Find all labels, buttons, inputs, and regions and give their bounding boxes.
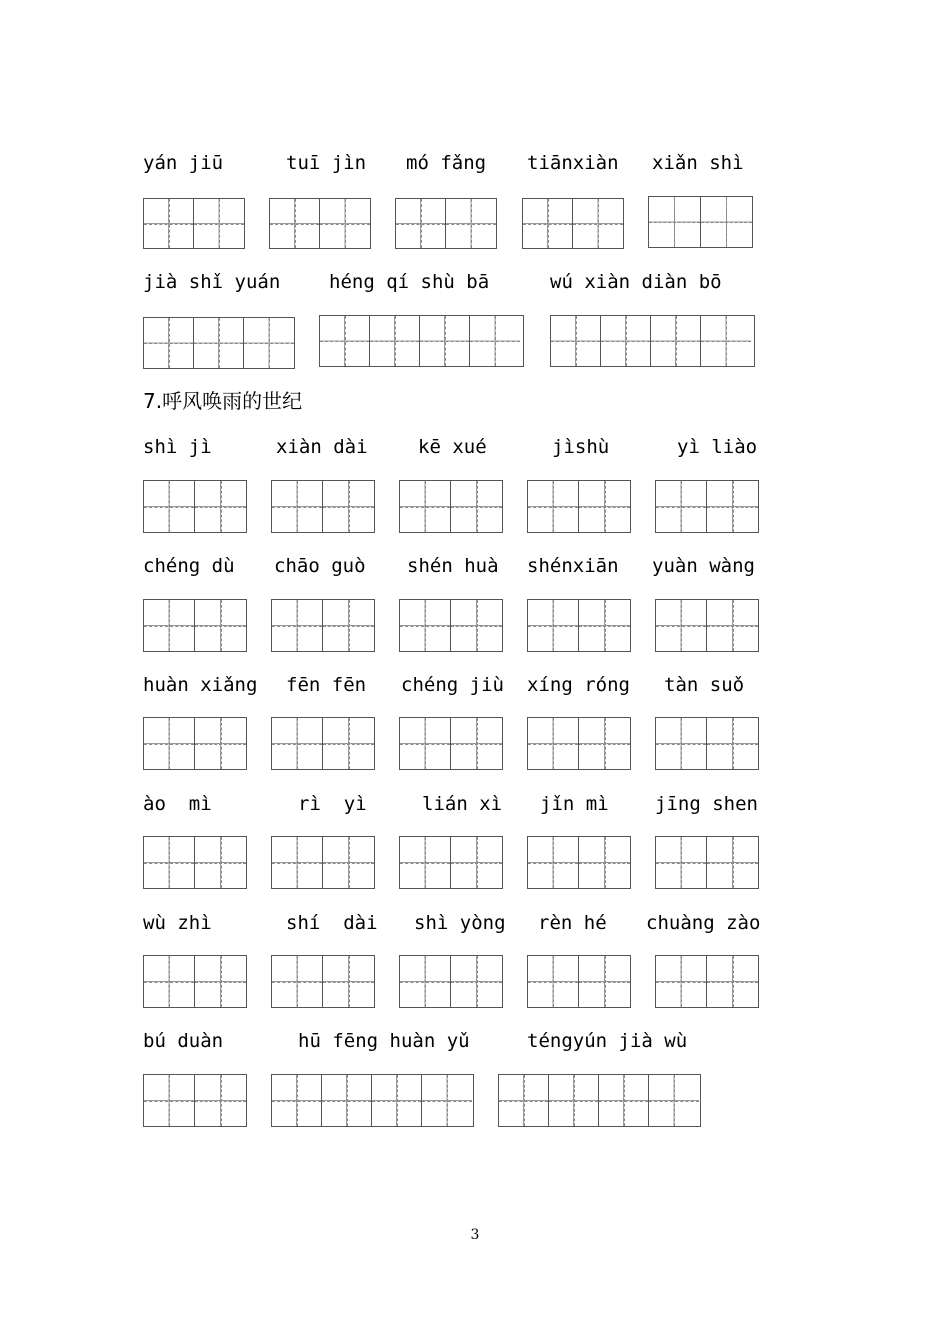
pinyin-label: xiǎn shì [652, 152, 744, 174]
writing-grid[interactable] [648, 196, 753, 248]
writing-grid[interactable] [655, 836, 759, 889]
pinyin-label: wú xiàn diàn bō [550, 271, 722, 293]
pinyin-label: jīng shen [655, 793, 758, 815]
writing-cell[interactable] [323, 481, 374, 532]
writing-cell[interactable] [579, 956, 630, 1007]
writing-grid[interactable] [319, 315, 524, 367]
writing-cell[interactable] [144, 1075, 195, 1126]
writing-cell[interactable] [195, 1075, 246, 1126]
writing-grid[interactable] [655, 955, 759, 1008]
writing-grid[interactable] [655, 717, 759, 770]
pinyin-label: chuàng zào [646, 912, 761, 934]
writing-cell[interactable] [707, 718, 758, 769]
writing-cell[interactable] [272, 837, 323, 888]
pinyin-label: rèn hé [538, 912, 607, 934]
writing-grid[interactable] [399, 836, 503, 889]
writing-cell[interactable] [656, 956, 707, 1007]
writing-cell[interactable] [144, 600, 195, 651]
writing-grid[interactable] [143, 717, 247, 770]
writing-cell[interactable] [579, 481, 630, 532]
writing-cell[interactable] [579, 718, 630, 769]
writing-grid[interactable] [143, 599, 247, 652]
writing-cell[interactable] [470, 316, 520, 366]
pinyin-label: jià shǐ yuán [143, 271, 281, 293]
writing-cell[interactable] [323, 837, 374, 888]
writing-cell[interactable] [195, 600, 246, 651]
pinyin-label: huàn xiǎng [143, 674, 258, 696]
pinyin-label: lián xì [422, 793, 503, 815]
writing-grid[interactable] [269, 198, 371, 249]
writing-grid[interactable] [527, 717, 631, 770]
pinyin-label: ào mì [143, 793, 212, 815]
writing-cell[interactable] [422, 1075, 472, 1126]
pinyin-label: bú duàn [143, 1030, 224, 1052]
writing-grid[interactable] [271, 1074, 474, 1127]
writing-grid[interactable] [143, 955, 247, 1008]
writing-cell[interactable] [144, 318, 194, 368]
pinyin-label: xiàn dài [276, 436, 368, 458]
writing-cell[interactable] [144, 481, 195, 532]
writing-cell[interactable] [272, 956, 323, 1007]
writing-cell[interactable] [195, 718, 246, 769]
writing-cell[interactable] [396, 199, 446, 248]
writing-cell[interactable] [270, 199, 320, 248]
pinyin-label: shí dài [286, 912, 378, 934]
writing-cell[interactable] [244, 318, 294, 368]
writing-cell[interactable] [523, 199, 573, 248]
writing-cell[interactable] [579, 837, 630, 888]
writing-cell[interactable] [323, 956, 374, 1007]
pinyin-label: chāo guò [274, 555, 366, 577]
writing-cell[interactable] [144, 956, 195, 1007]
writing-cell[interactable] [651, 316, 701, 366]
writing-grid[interactable] [655, 599, 759, 652]
pinyin-label: mó fǎng [406, 152, 487, 174]
pinyin-label: rì yì [298, 793, 367, 815]
writing-cell[interactable] [649, 197, 701, 247]
writing-cell[interactable] [446, 199, 496, 248]
writing-cell[interactable] [451, 718, 502, 769]
pinyin-label: chéng dù [143, 555, 235, 577]
writing-cell[interactable] [451, 481, 502, 532]
writing-cell[interactable] [144, 199, 194, 248]
pinyin-label: hū fēng huàn yǔ [298, 1030, 470, 1052]
pinyin-label: chéng jiù [401, 674, 504, 696]
writing-grid[interactable] [271, 955, 375, 1008]
writing-cell[interactable] [701, 316, 751, 366]
writing-cell[interactable] [707, 837, 758, 888]
writing-cell[interactable] [707, 956, 758, 1007]
pinyin-label: yì liào [677, 436, 758, 458]
writing-cell[interactable] [528, 718, 579, 769]
writing-cell[interactable] [499, 1075, 549, 1126]
writing-grid[interactable] [143, 317, 295, 369]
writing-grid[interactable] [271, 599, 375, 652]
pinyin-label: shén huà [407, 555, 499, 577]
writing-cell[interactable] [528, 600, 579, 651]
pinyin-label: shénxiān [527, 555, 619, 577]
writing-cell[interactable] [323, 600, 374, 651]
pinyin-label: fēn fēn [286, 674, 367, 696]
pinyin-label: héng qí shù bā [329, 271, 490, 293]
writing-grid[interactable] [498, 1074, 701, 1127]
writing-cell[interactable] [451, 837, 502, 888]
writing-grid[interactable] [143, 198, 245, 249]
pinyin-label: tiānxiàn [527, 152, 619, 174]
page-number: 3 [470, 1227, 480, 1243]
writing-cell[interactable] [144, 718, 195, 769]
writing-grid[interactable] [527, 836, 631, 889]
pinyin-label: yuàn wàng [652, 555, 755, 577]
writing-grid[interactable] [550, 315, 755, 367]
writing-cell[interactable] [320, 316, 370, 366]
pinyin-label: jǐn mì [540, 793, 609, 815]
writing-cell[interactable] [144, 837, 195, 888]
writing-grid[interactable] [527, 955, 631, 1008]
writing-cell[interactable] [528, 956, 579, 1007]
writing-cell[interactable] [194, 199, 244, 248]
writing-cell[interactable] [272, 1075, 322, 1126]
pinyin-label: kē xué [418, 436, 487, 458]
lesson-title: 7.呼风唤雨的世纪 [143, 389, 303, 413]
writing-cell[interactable] [528, 837, 579, 888]
writing-grid[interactable] [143, 836, 247, 889]
writing-grid[interactable] [395, 198, 497, 249]
writing-cell[interactable] [272, 600, 323, 651]
writing-grid[interactable] [143, 480, 247, 533]
pinyin-label: téngyún jià wù [527, 1030, 688, 1052]
writing-cell[interactable] [195, 956, 246, 1007]
pinyin-label: shì yòng [414, 912, 506, 934]
pinyin-label: tàn suǒ [664, 674, 745, 696]
writing-grid[interactable] [399, 717, 503, 770]
writing-cell[interactable] [451, 600, 502, 651]
writing-cell[interactable] [400, 837, 451, 888]
writing-cell[interactable] [420, 316, 470, 366]
pinyin-label: xíng róng [527, 674, 630, 696]
writing-cell[interactable] [656, 837, 707, 888]
writing-cell[interactable] [601, 316, 651, 366]
writing-cell[interactable] [701, 197, 753, 247]
writing-cell[interactable] [323, 718, 374, 769]
writing-cell[interactable] [372, 1075, 422, 1126]
writing-grid[interactable] [522, 198, 624, 249]
writing-cell[interactable] [656, 481, 707, 532]
writing-grid[interactable] [143, 1074, 247, 1127]
writing-grid[interactable] [399, 480, 503, 533]
writing-cell[interactable] [370, 316, 420, 366]
writing-cell[interactable] [400, 718, 451, 769]
writing-cell[interactable] [599, 1075, 649, 1126]
writing-cell[interactable] [528, 481, 579, 532]
writing-cell[interactable] [195, 481, 246, 532]
pinyin-label: shì jì [143, 436, 212, 458]
writing-grid[interactable] [527, 480, 631, 533]
writing-cell[interactable] [451, 956, 502, 1007]
pinyin-label: tuī jìn [286, 152, 367, 174]
writing-cell[interactable] [194, 318, 244, 368]
writing-cell[interactable] [272, 481, 323, 532]
writing-grid[interactable] [271, 480, 375, 533]
writing-cell[interactable] [400, 956, 451, 1007]
writing-grid[interactable] [271, 836, 375, 889]
writing-cell[interactable] [656, 718, 707, 769]
pinyin-label: yán jiū [143, 152, 224, 174]
writing-cell[interactable] [195, 837, 246, 888]
writing-cell[interactable] [573, 199, 623, 248]
writing-cell[interactable] [549, 1075, 599, 1126]
writing-cell[interactable] [400, 481, 451, 532]
writing-grid[interactable] [655, 480, 759, 533]
writing-cell[interactable] [320, 199, 370, 248]
writing-cell[interactable] [707, 600, 758, 651]
writing-cell[interactable] [649, 1075, 699, 1126]
writing-cell[interactable] [322, 1075, 372, 1126]
writing-cell[interactable] [551, 316, 601, 366]
pinyin-label: jìshù [552, 436, 610, 458]
writing-cell[interactable] [656, 600, 707, 651]
writing-cell[interactable] [400, 600, 451, 651]
pinyin-label: wù zhì [143, 912, 212, 934]
writing-grid[interactable] [271, 717, 375, 770]
writing-cell[interactable] [272, 718, 323, 769]
writing-cell[interactable] [707, 481, 758, 532]
writing-grid[interactable] [399, 599, 503, 652]
writing-grid[interactable] [527, 599, 631, 652]
writing-grid[interactable] [399, 955, 503, 1008]
writing-cell[interactable] [579, 600, 630, 651]
